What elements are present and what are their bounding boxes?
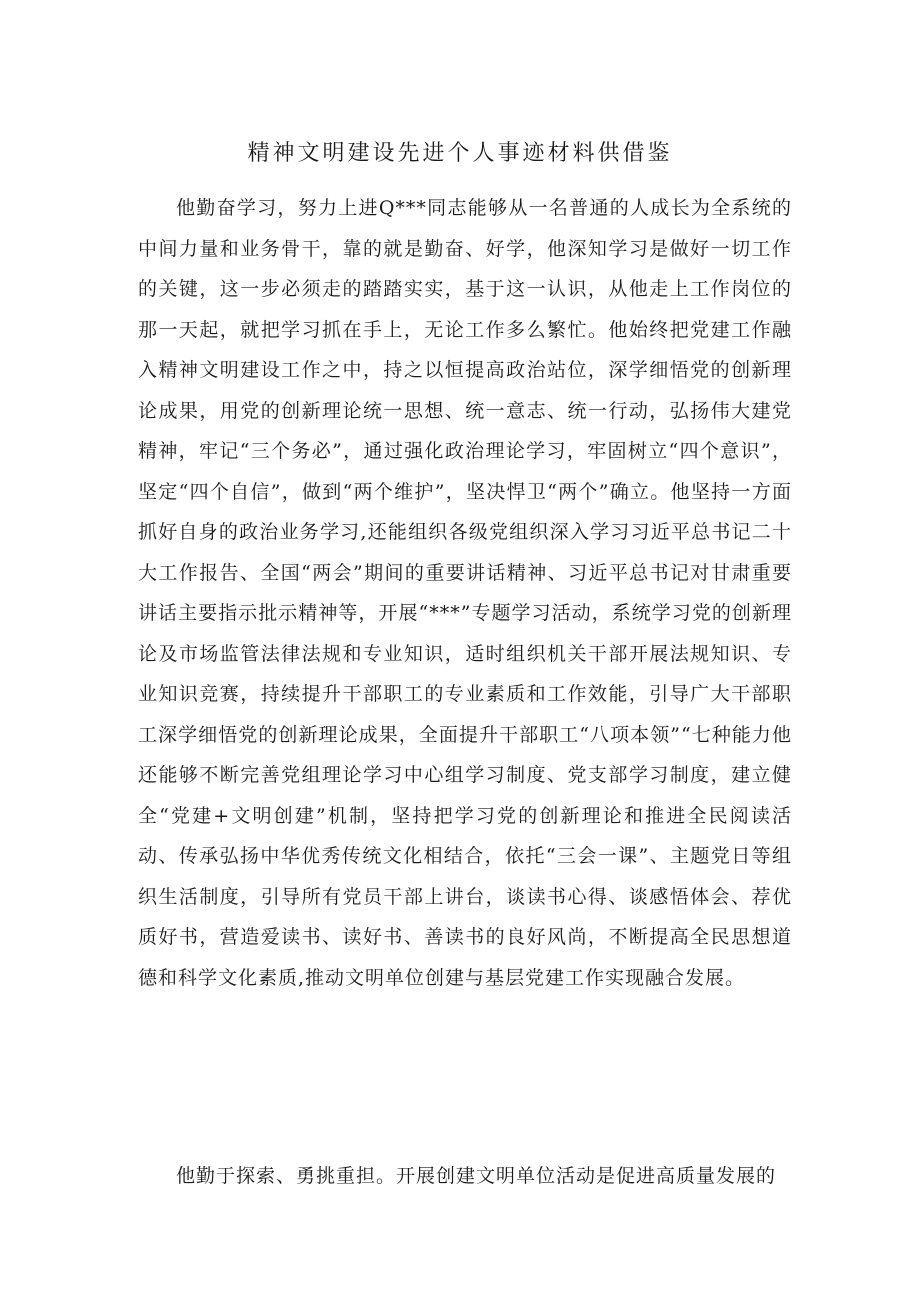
body-paragraph-1: 他勤奋学习，努力上进Q***同志能够从一名普通的人成长为全系统的中间力量和业务骨干，靠的就是勤奋、好学，他深知学习是做好一切工作的关键，这一步必须走的踏踏实实，基于这一认识，从他走上工作岗位的那一天起，就把学习抓在手上，无论工作多么繁忙。他始终把党建工作融入精神文明建设工作之中，持之以恒提高政治站位，深学细悟党的创新理论成果，用党的创新理论统一思想、统一意志、统一行动，弘扬伟大建党精神，牢记“三个务必”，通过强化政治理论学习，牢固树立“四个意识”，坚定“四个自信”，做到“两个维护”，坚决悍卫“两个”确立。他坚持一方面抓好自身的政治业务学习,还能组织各级党组织深入学习习近平总书记二十大工作报告、全国“两会”期间的重要讲话精神、习近平总书记对甘肃重要讲话主要指示批示精神等，开展“***”专题学习活动，系统学习党的创新理论及市场监管法律法规和专业知识，适时组织机关干部开展法规知识、专业知识竞赛，持续提升干部职工的专业素质和工作效能，引导广大干部职工深学细悟党的创新理论成果，全面提升干部职工“八项本领”“七种能力他还能够不断完善党组理论学习中心组学习制度、党支部学习制度，建立健全“党建+文明创建”机制，坚持把学习党的创新理论和推进全民阅读活动、传承弘扬中华优秀传统文化相结合，依托“三会一课”、主题党日等组织生活制度，引导所有党员干部上讲台，谈读书心得、谈感悟体会、荐优质好书，营造爱读书、读好书、善读书的良好风尚，不断提高全民思想道德和科学文化素质,推动文明单位创建与基层党建工作实现融合发展。 xyxy=(138,197,792,989)
document-title: 精神文明建设先进个人事迹材料供借鉴 xyxy=(247,141,673,166)
body-paragraph-2: 他勤于探索、勇挑重担。开展创建文明单位活动是促进高质量发展的 xyxy=(176,1165,777,1187)
